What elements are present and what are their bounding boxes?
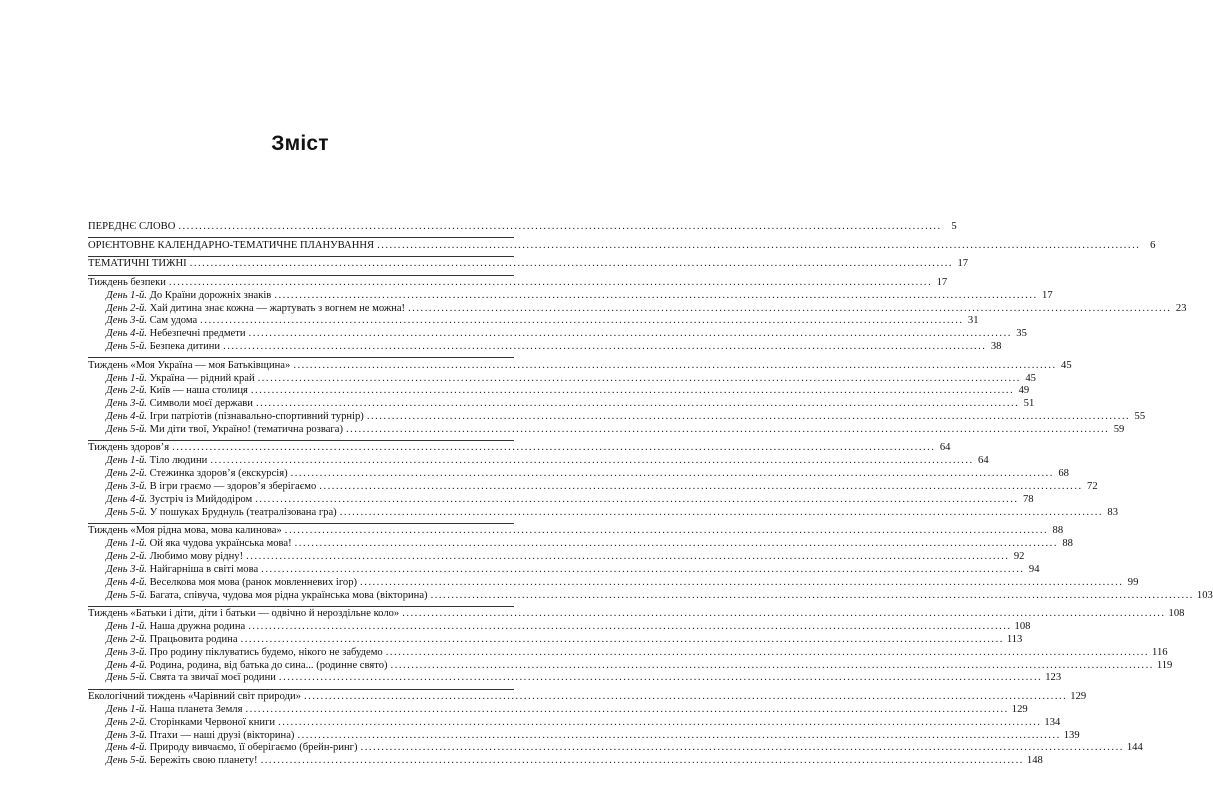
entry-text: Любимо мову рідну! (149, 551, 244, 562)
entry-text: Про родину піклуватись будемо, нікого не забудемо (149, 646, 383, 658)
page-number: 94 (1028, 563, 1040, 575)
toc-day-entry[interactable] (88, 481, 1098, 494)
toc-day-entry[interactable] (88, 493, 1034, 507)
page-number: 134 (1044, 716, 1061, 728)
entry-title (106, 672, 276, 685)
day-label: День 1-й. (106, 372, 147, 384)
entry-title (88, 525, 282, 538)
entry-title (106, 385, 248, 398)
entry-text: ОРІЄНТОВНЕ КАЛЕНДАРНО-ТЕМАТИЧНЕ ПЛАНУВАННЯ (88, 239, 375, 251)
entry-text: Тиждень здоров’я (88, 442, 170, 454)
toc-day-entry[interactable] (88, 341, 1002, 354)
entry-text: Свята та звичаї моєї родини (149, 672, 276, 684)
entry-text: Багата, співуча, чудова моя рідна українська мова (вікторина) (149, 589, 428, 601)
day-label: День 3-й. (106, 481, 147, 493)
day-label: День 3-й. (106, 729, 147, 741)
entry-title (106, 290, 271, 303)
entry-text: Сторінками Червоної книги (149, 716, 276, 728)
dot-leader (360, 577, 1123, 590)
entry-text: Тиждень «Моя Україна — моя Батьківщина» (88, 359, 291, 371)
entry-text: Екологічний тиждень «Чарівний світ природи» (88, 690, 301, 702)
page-number: 5 (951, 221, 957, 232)
section-divider (88, 523, 514, 524)
page-title: Зміст (271, 132, 329, 155)
toc-day-entry[interactable] (88, 506, 1119, 520)
entry-title (106, 647, 383, 660)
dot-leader (304, 691, 1067, 704)
dot-leader (258, 373, 1021, 386)
entry-text: В ігри граємо — здоров’я зберігаємо (149, 481, 317, 493)
section-divider (88, 256, 514, 257)
dot-leader (377, 240, 1140, 253)
dot-leader (285, 525, 1048, 538)
entry-title (106, 303, 405, 316)
toc-day-entry[interactable] (88, 455, 989, 468)
page-number: 17 (1042, 289, 1053, 301)
section-divider (88, 237, 514, 238)
dot-leader (255, 494, 1018, 507)
toc-section-entry[interactable] (88, 690, 1087, 704)
entry-text: Україна — рідний край (149, 372, 255, 384)
dot-leader (361, 742, 1124, 755)
day-label: День 3-й. (106, 646, 147, 658)
dot-leader (367, 411, 1130, 424)
toc-day-entry[interactable] (88, 468, 1069, 481)
entry-title (106, 730, 294, 743)
page-number: 55 (1134, 411, 1146, 423)
page-number: 72 (1087, 481, 1098, 493)
day-label: День 4-й. (106, 328, 147, 340)
entry-title (106, 717, 275, 730)
entry-text: Тиждень «Батьки і діти, діти і батьки — одвічно й нероздільне коло» (88, 608, 400, 620)
day-label: День 3-й. (106, 315, 147, 327)
entry-text: Наша дружна родина (149, 620, 246, 632)
page-number: 144 (1126, 742, 1143, 754)
toc-day-entry[interactable] (88, 372, 1036, 386)
entry-title (106, 424, 343, 437)
page-number: 17 (957, 258, 969, 270)
entry-title (106, 315, 197, 328)
dot-leader (246, 551, 1009, 564)
entry-title (88, 221, 175, 234)
entry-title (88, 277, 166, 290)
dot-leader (431, 590, 1194, 603)
toc-day-entry[interactable] (88, 411, 1146, 424)
page-number: 108 (1168, 608, 1185, 620)
page-number: 119 (1156, 659, 1173, 671)
page-number: 64 (978, 455, 989, 467)
day-label: День 4-й. (106, 576, 147, 588)
entry-text: Тіло людини (149, 455, 208, 467)
page-number: 59 (1113, 423, 1125, 435)
section-divider (88, 440, 514, 441)
entry-title (106, 742, 358, 755)
page-number: 51 (1023, 398, 1035, 410)
dot-leader (210, 455, 973, 468)
entry-text: Сам удома (149, 315, 198, 327)
day-label: День 4-й. (106, 493, 147, 505)
toc-day-entry[interactable] (88, 659, 1173, 673)
entry-text: Природу вивчаємо, її оберігаємо (брейн-ринг) (149, 742, 358, 754)
entry-text: Символи моєї держави (149, 398, 253, 410)
page-number: 129 (1011, 703, 1028, 715)
page-number: 49 (1018, 385, 1030, 397)
section-divider (88, 689, 514, 690)
section-divider (88, 606, 514, 607)
page-number: 99 (1127, 576, 1139, 588)
day-label: День 5-й. (106, 506, 147, 518)
toc-day-entry[interactable] (88, 398, 1035, 411)
entry-title (106, 507, 337, 520)
entry-text: Веселкова моя мова (ранок мовленневих ігор) (149, 576, 358, 588)
dot-leader (261, 755, 1024, 768)
toc-section-entry[interactable] (88, 442, 951, 455)
toc-section-entry[interactable] (88, 258, 969, 271)
dot-leader (278, 717, 1041, 730)
entry-title (106, 704, 242, 717)
entry-text: Родина, родина, від батька до сина... (родинне свято) (149, 659, 388, 671)
dot-leader (319, 481, 1082, 494)
day-label: День 4-й. (106, 659, 147, 671)
day-label: День 4-й. (106, 411, 147, 423)
day-label: День 1-й. (106, 289, 147, 301)
page-number: 129 (1070, 690, 1087, 702)
day-label: День 2-й. (106, 385, 147, 397)
entry-title (106, 621, 245, 634)
toc-section-entry[interactable] (88, 359, 1072, 373)
day-label: День 5-й. (106, 341, 147, 353)
toc-day-entry[interactable] (88, 755, 1043, 768)
toc-day-entry[interactable] (88, 589, 1213, 603)
dot-leader (200, 315, 963, 328)
dot-leader (248, 621, 1011, 634)
entry-title (106, 634, 238, 647)
day-label: День 1-й. (106, 455, 147, 467)
section-divider (88, 357, 514, 358)
toc-day-entry[interactable] (88, 633, 1023, 647)
day-label: День 5-й. (106, 672, 147, 684)
toc-day-entry[interactable] (88, 289, 1053, 303)
entry-text: Тиждень «Моя рідна мова, мова калинова» (88, 525, 282, 537)
entry-text: Небезпечні предмети (149, 328, 246, 340)
entry-text: Хай дитина знає кожна — жартувать з вогнем не можна! (149, 302, 406, 314)
dot-leader (190, 258, 953, 271)
toc-day-entry[interactable] (88, 742, 1143, 755)
day-label: День 1-й. (106, 620, 147, 632)
toc-section-entry[interactable] (88, 525, 1064, 538)
dot-leader (256, 398, 1019, 411)
entry-text: ПЕРЕДНЄ СЛОВО (88, 221, 176, 232)
toc-day-entry[interactable] (88, 328, 1027, 341)
day-label: День 2-й. (106, 551, 147, 562)
entry-title (106, 577, 357, 590)
toc-day-entry[interactable] (88, 716, 1061, 730)
entry-text: До Країни дорожніх знаків (149, 289, 272, 301)
page-number: 6 (1150, 239, 1156, 251)
page-number: 88 (1062, 538, 1073, 550)
page-number: 116 (1152, 646, 1168, 658)
dot-leader (169, 277, 932, 290)
toc-section-entry[interactable] (88, 276, 948, 290)
toc-day-entry[interactable] (88, 423, 1125, 437)
dot-leader (241, 634, 1004, 647)
entry-title (106, 373, 255, 386)
dot-leader (295, 538, 1058, 551)
toc-day-entry[interactable] (88, 703, 1028, 717)
dot-leader (223, 341, 986, 354)
toc-day-entry[interactable] (88, 672, 1062, 685)
day-label: День 4-й. (106, 742, 147, 754)
page-number: 139 (1063, 729, 1080, 741)
entry-text: Найгарніша в світі мова (149, 563, 259, 575)
page-number: 123 (1045, 672, 1062, 684)
dot-leader (261, 564, 1024, 577)
page-number: 148 (1026, 755, 1043, 767)
page-number: 31 (967, 315, 979, 327)
entry-title (106, 481, 316, 494)
entry-text: Ігри патріотів (пізнавально-спортивний турнір) (149, 411, 364, 423)
page-number: 17 (936, 276, 948, 288)
entry-title (88, 258, 187, 271)
page-number: 113 (1006, 633, 1023, 645)
toc-day-entry[interactable] (88, 729, 1080, 743)
dot-leader (386, 647, 1149, 660)
day-label: День 3-й. (106, 398, 147, 410)
page-number: 108 (1014, 620, 1031, 632)
entry-title (106, 341, 220, 354)
dot-leader (249, 328, 1012, 341)
entry-text: Працьовита родина (149, 633, 238, 645)
entry-text: Безпека дитини (149, 341, 221, 353)
entry-title (106, 755, 258, 768)
dot-leader (245, 704, 1008, 717)
day-label: День 3-й. (106, 563, 147, 575)
entry-text: Наша планета Земля (149, 703, 243, 715)
entry-text: Тиждень безпеки (88, 276, 166, 288)
dot-leader (274, 290, 1037, 303)
entry-text: Бережіть свою планету! (149, 755, 258, 767)
page-number: 45 (1025, 372, 1036, 384)
entry-text: У пошуках Бруднуль (театралізована гра) (149, 506, 337, 518)
entry-title (106, 411, 364, 424)
page-number: 35 (1016, 328, 1027, 340)
entry-text: Київ — наша столиця (149, 385, 248, 397)
entry-text: Зустріч із Мийдодіром (149, 493, 253, 505)
toc-day-entry[interactable] (88, 302, 1187, 316)
toc-day-entry[interactable] (88, 538, 1073, 551)
toc-section-entry[interactable] (88, 239, 1156, 253)
day-label: День 2-й. (106, 716, 147, 728)
day-label: День 1-й. (106, 538, 147, 550)
page-number: 23 (1175, 302, 1187, 314)
dot-leader (346, 424, 1109, 437)
dot-leader (172, 442, 935, 455)
entry-title (106, 538, 292, 551)
page-number: 88 (1052, 525, 1064, 537)
dot-leader (391, 660, 1154, 673)
dot-leader (279, 672, 1042, 685)
page-number: 45 (1061, 359, 1072, 371)
day-label: День 5-й. (106, 589, 147, 601)
entry-title (106, 468, 288, 481)
section-divider (88, 275, 514, 276)
entry-title (88, 691, 301, 704)
page-number: 92 (1013, 551, 1025, 562)
toc-section-entry[interactable] (88, 608, 1185, 621)
dot-leader (402, 608, 1165, 621)
page-number: 83 (1107, 506, 1119, 518)
dot-leader (293, 360, 1056, 373)
toc-day-entry[interactable] (88, 563, 1040, 577)
toc-day-entry[interactable] (88, 576, 1139, 590)
dot-leader (408, 303, 1171, 316)
dot-leader (178, 221, 941, 234)
entry-title (106, 564, 258, 577)
entry-title (106, 455, 207, 468)
entry-text: Стежинка здоров’я (екскурсія) (149, 468, 288, 480)
day-label: День 2-й. (106, 302, 147, 314)
dot-leader (291, 468, 1054, 481)
entry-title (106, 398, 253, 411)
day-label: День 2-й. (106, 633, 147, 645)
toc-day-entry[interactable] (88, 315, 979, 328)
entry-text: Ой яка чудова українська мова! (149, 538, 292, 550)
toc-day-entry[interactable] (88, 620, 1031, 634)
entry-title (106, 660, 388, 673)
page-number: 68 (1058, 468, 1069, 480)
toc-section-entry[interactable] (88, 221, 957, 234)
page-number: 64 (939, 442, 951, 454)
table-of-contents (88, 221, 1213, 768)
page-number: 103 (1196, 589, 1213, 601)
entry-title (106, 551, 243, 564)
day-label: День 1-й. (106, 703, 147, 715)
entry-title (88, 240, 374, 253)
entry-title (88, 442, 169, 455)
entry-title (106, 328, 246, 341)
dot-leader (297, 730, 1060, 743)
dot-leader (251, 385, 1014, 398)
entry-text: Птахи — наші друзі (вікторина) (149, 729, 295, 741)
entry-title (88, 360, 290, 373)
toc-day-entry[interactable] (88, 646, 1168, 660)
toc-day-entry[interactable] (88, 551, 1025, 564)
page-number: 38 (990, 341, 1002, 353)
page-number: 78 (1022, 493, 1034, 505)
day-label: День 5-й. (106, 423, 147, 435)
day-label: День 5-й. (106, 755, 147, 767)
entry-text: ТЕМАТИЧНІ ТИЖНІ (88, 258, 187, 270)
toc-day-entry[interactable] (88, 385, 1030, 398)
entry-text: Ми діти твої, Україно! (тематична розвага) (149, 423, 343, 435)
day-label: День 2-й. (106, 468, 147, 480)
entry-title (106, 590, 428, 603)
entry-title (88, 608, 399, 621)
entry-title (106, 494, 252, 507)
dot-leader (340, 507, 1103, 520)
